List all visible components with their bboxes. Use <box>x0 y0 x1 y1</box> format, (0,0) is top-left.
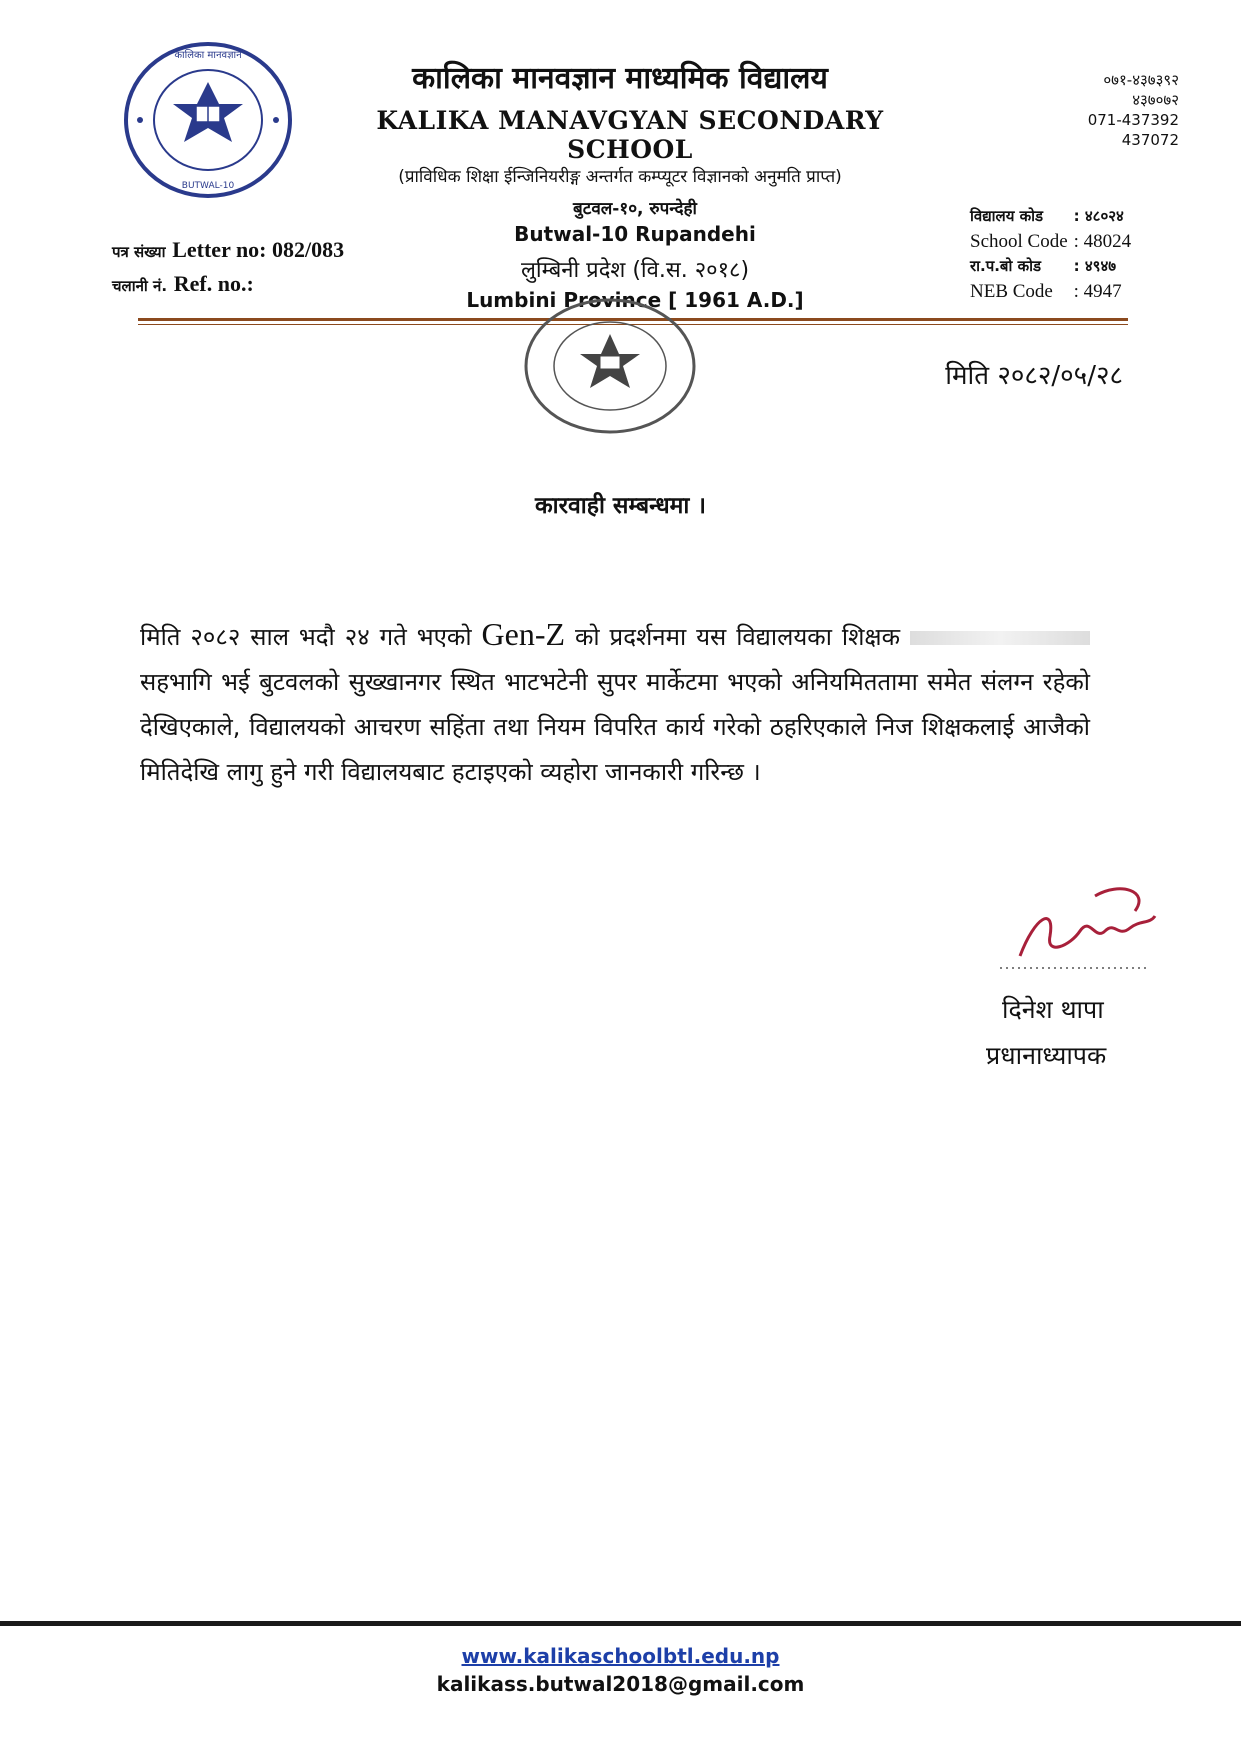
school-stamp <box>520 296 700 436</box>
letter-subject: कारवाही सम्बन्धमा । <box>534 493 707 519</box>
school-name-nepali: कालिका मानवज्ञान माध्यमिक विद्यालय <box>412 61 828 96</box>
address-english: Butwal-10 Rupandehi <box>514 222 756 246</box>
phone-en-1: 071-437392 <box>1087 111 1179 129</box>
province-nepali: लुम्बिनी प्रदेश (वि.स. २०१८) <box>520 258 750 283</box>
footer-divider <box>0 1621 1241 1626</box>
signatory-title: प्रधानाध्यापक <box>986 1041 1107 1070</box>
province-english: Lumbini Province [ 1961 A.D.] <box>466 288 804 312</box>
ref-no-value: Ref. no.: <box>173 271 254 296</box>
ref-no-row <box>112 268 344 302</box>
address-nepali: बुटवल-१०, रुपन्देही <box>573 199 697 219</box>
website-link[interactable]: www.kalikaschoolbtl.edu.np <box>461 1644 780 1668</box>
body-part-1: मिति २०८२ साल भदौ २४ गते भएको <box>140 623 482 651</box>
phone-np-2: ४३७०७२ <box>1132 91 1179 109</box>
phone-en-2: 437072 <box>1121 131 1179 149</box>
letter-reference <box>112 234 344 302</box>
letter-no-label-np: पत्र संख्या <box>112 243 166 261</box>
neb-code-np-value: : ४९४७ <box>1073 257 1117 275</box>
neb-code-en-value: : 4947 <box>1073 281 1122 302</box>
letter-body <box>140 612 1090 795</box>
svg-text:BUTWAL-10: BUTWAL-10 <box>181 181 235 191</box>
neb-code-np-label: रा.प.बो कोड <box>970 257 1042 275</box>
school-code-np-label: विद्यालय कोड <box>970 207 1044 225</box>
school-logo <box>118 38 298 203</box>
svg-text:कालिका मानवज्ञान: कालिका मानवज्ञान <box>174 50 242 61</box>
signatory-name: दिनेश थापा <box>1002 995 1104 1024</box>
body-part-2: को प्रदर्शनमा यस विद्यालयका शिक्षक <box>565 623 910 651</box>
letter-date: मिति २०८२/०५/२८ <box>945 361 1123 391</box>
permit-note: (प्राविधिक शिक्षा ईन्जिनियरीङ्ग अन्तर्गत कम्प्यूटर विज्ञानको अनुमति प्राप्त) <box>398 167 842 187</box>
ref-no-label-np: चलानी नं. <box>112 277 168 295</box>
handwritten-signature <box>1000 876 1170 976</box>
letter-no-value: Letter no: 082/083 <box>172 237 345 262</box>
school-code-en-value: : 48024 <box>1073 231 1132 252</box>
body-part-3: सहभागि भई बुटवलको सुख्खानगर स्थित भाटभटेनी सुपर मार्केटमा भएको अनियमिततामा समेत संलग्न रहेको देखिएकाले, विद्यालयको आचरण सहिंता तथा नियम विपरित कार्य गरेको ठहरिएकाले निज शिक्षकलाई आजैको मितिदेखि लागु हुने गरी विद्यालयबाट हटाइएको व्यहोरा जानकारी गरिन्छ । <box>140 668 1090 786</box>
body-gen-z: Gen-Z <box>481 616 566 652</box>
school-name-english: KALIKA MANAVGYAN SECONDARY SCHOOL <box>376 106 884 164</box>
phone-numbers <box>1088 70 1179 150</box>
phone-np-1: ०७१-४३७३९२ <box>1103 71 1179 89</box>
neb-code-en-label: NEB Code <box>970 281 1053 302</box>
school-code-en-label: School Code <box>970 231 1068 252</box>
letter-no-row <box>112 234 344 268</box>
redacted-name <box>910 631 1090 645</box>
school-codes <box>970 204 1137 304</box>
email-address[interactable]: kalikass.butwal2018@gmail.com <box>436 1672 805 1696</box>
school-code-np-value: : ४८०२४ <box>1073 207 1124 225</box>
